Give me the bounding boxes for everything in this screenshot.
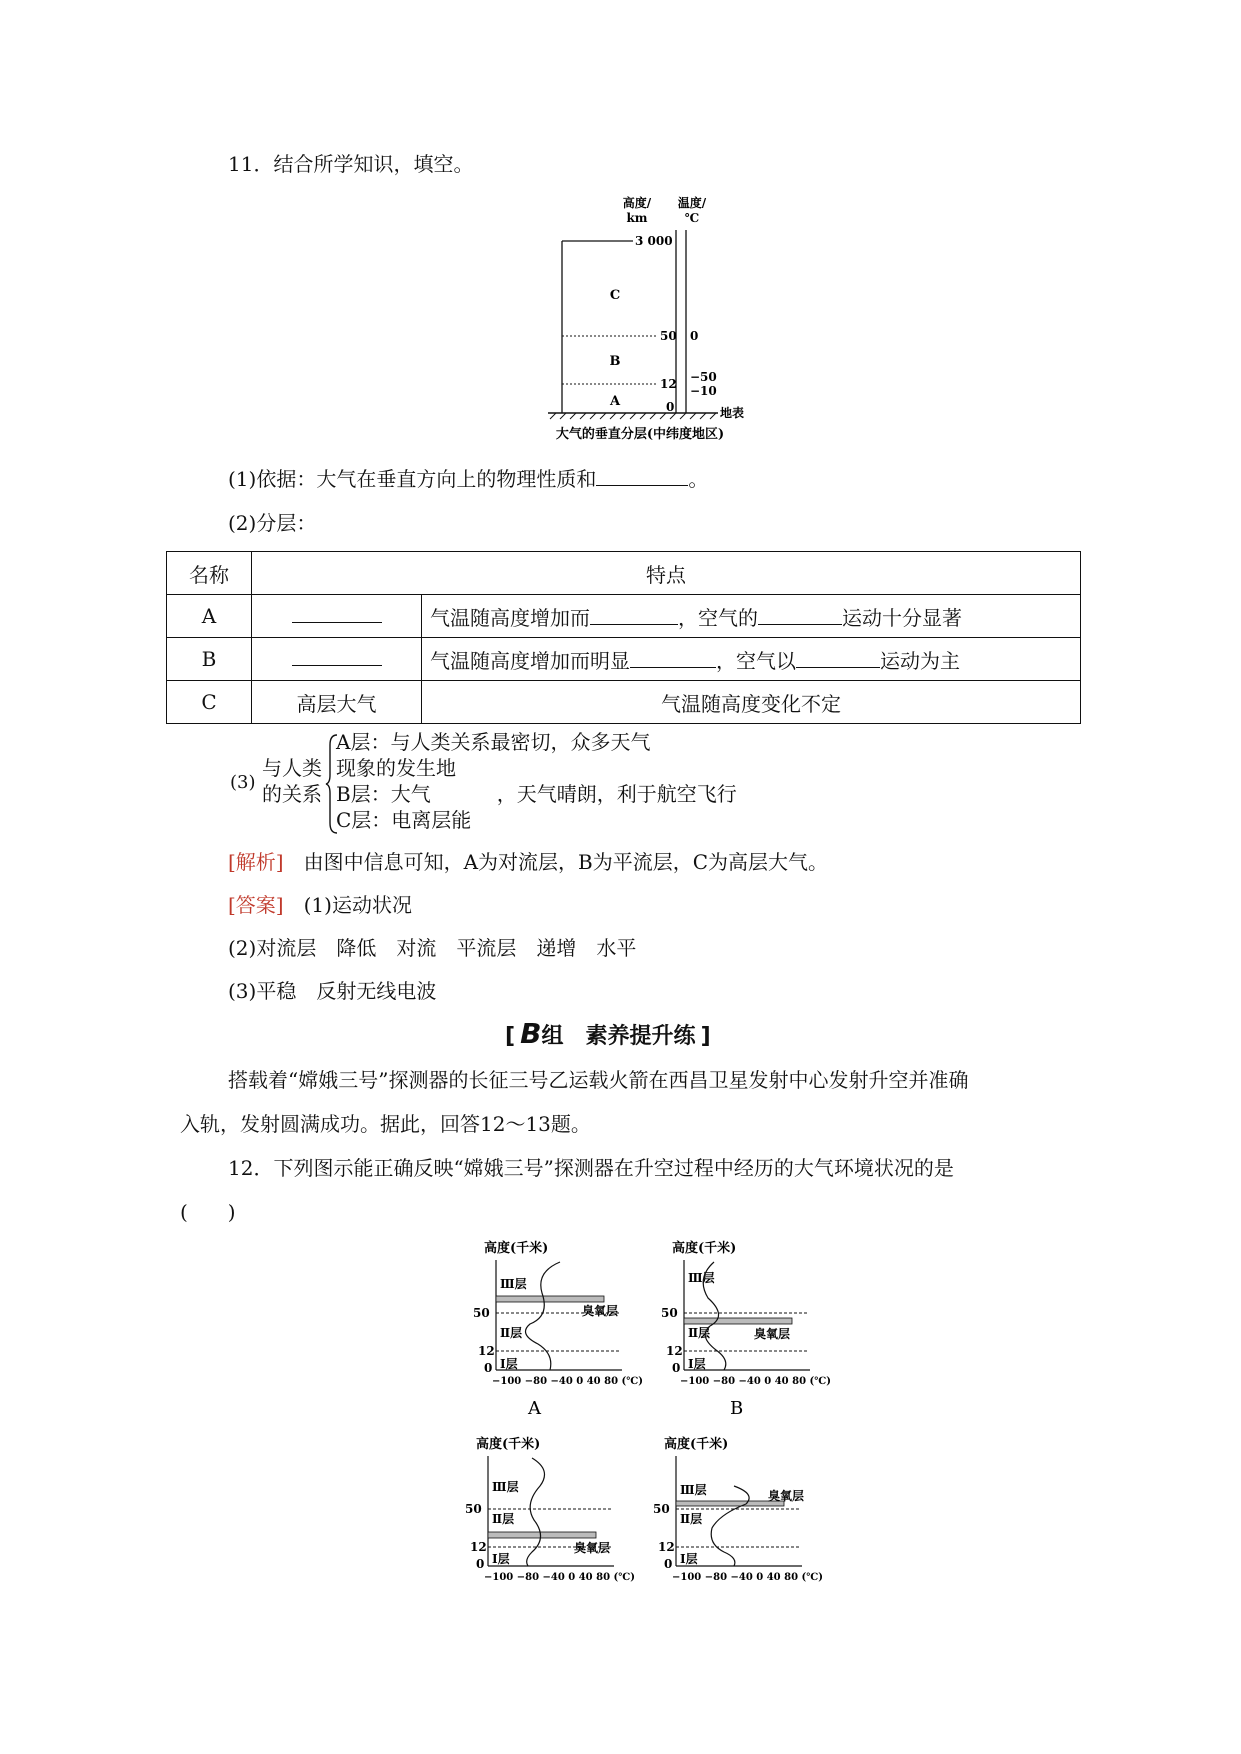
fig-h12: 12	[660, 377, 677, 391]
svg-text:高度(千米): 高度(千米)	[672, 1241, 737, 1256]
q11-part2: (2)分层：	[228, 511, 317, 535]
part3-l3: B层：大气 ，天气晴朗，利于航空飞行	[336, 782, 737, 806]
svg-text:0: 0	[672, 1361, 681, 1375]
svg-text:Ⅱ层: Ⅱ层	[500, 1326, 523, 1340]
fig-ground: 地表	[720, 406, 745, 420]
fig-y-unit: km	[626, 211, 648, 225]
part1-end: 。	[688, 467, 709, 491]
q12-line2: ( )	[180, 1200, 236, 1224]
row-a-name: A	[167, 595, 252, 638]
intro-line1: 搭载着“嫦娥三号”探测器的长征三号乙运载火箭在西昌卫星发射中心发射升空并准确	[228, 1068, 969, 1092]
row-b-name: B	[167, 638, 252, 681]
svg-text:12: 12	[470, 1540, 487, 1554]
table-row	[167, 595, 1081, 638]
svg-text:臭氧层: 臭氧层	[574, 1541, 611, 1555]
answer-3: (3)平稳 反射无线电波	[228, 979, 437, 1003]
atmosphere-layers-figure	[540, 195, 760, 450]
svg-text:Ⅱ层: Ⅱ层	[680, 1512, 703, 1526]
svg-text:12: 12	[666, 1344, 683, 1358]
svg-text:12: 12	[478, 1344, 495, 1358]
answer	[228, 891, 412, 919]
row-c-name: C	[167, 681, 252, 724]
section-heading: [ B组 素养提升练 ]	[505, 1017, 711, 1050]
option-d-diagram	[653, 1436, 823, 1583]
q12-line1: 12．下列图示能正确反映“嫦娥三号”探测器在升空过程中经历的大气环境状况的是	[228, 1156, 954, 1180]
svg-text:50: 50	[465, 1502, 482, 1516]
fig-t0: 0	[690, 329, 699, 343]
fig-tm50: −50	[690, 370, 717, 384]
answer-2: (2)对流层 降低 对流 平流层 递增 水平	[228, 936, 637, 960]
svg-text:高度(千米): 高度(千米)	[664, 1437, 729, 1452]
q11-part1	[228, 465, 708, 493]
svg-text:臭氧层: 臭氧层	[768, 1489, 805, 1503]
fig-h50: 50	[660, 329, 677, 343]
option-b-diagram	[661, 1240, 831, 1419]
part1-text: (1)依据：大气在垂直方向上的物理性质和	[228, 467, 597, 491]
svg-text:Ⅲ层: Ⅲ层	[688, 1271, 715, 1285]
intro-line2: 入轨，发射圆满成功。据此，回答12～13题。	[180, 1112, 591, 1136]
table-row	[167, 638, 1081, 681]
row-b-feat: 气温随高度增加而明显 ，空气以 运动为主	[422, 638, 1081, 681]
part3-l4: C层：电离层能	[336, 808, 472, 832]
svg-text:0: 0	[484, 1361, 493, 1375]
svg-text:−100 −80 −40 0 40 80 (℃): −100 −80 −40 0 40 80 (℃)	[492, 1376, 643, 1387]
part3-left2: 的关系	[262, 782, 322, 806]
svg-text:Ⅱ层: Ⅱ层	[688, 1326, 711, 1340]
layers-table	[166, 551, 1081, 724]
fig-caption: 大气的垂直分层(中纬度地区)	[555, 427, 725, 442]
option-c-diagram	[465, 1436, 635, 1583]
svg-text:−100 −80 −40 0 40 80 (℃): −100 −80 −40 0 40 80 (℃)	[680, 1376, 831, 1387]
svg-text:Ⅲ层: Ⅲ层	[492, 1480, 519, 1494]
part3-l2: 现象的发生地	[336, 756, 456, 780]
part3-left1: 与人类	[262, 756, 322, 780]
fig-tm10: −10	[690, 384, 717, 398]
fig-layer-b: B	[609, 354, 621, 369]
svg-text:Ⅰ层: Ⅰ层	[688, 1357, 706, 1371]
row-c-feat: 气温随高度变化不定	[422, 681, 1081, 724]
row-a-feat: 气温随高度增加而 ，空气的 运动十分显著	[422, 595, 1081, 638]
fig-h3000: 3 000	[635, 234, 673, 248]
svg-text:臭氧层: 臭氧层	[754, 1327, 791, 1341]
svg-text:0: 0	[664, 1557, 673, 1571]
answer-tag: [答案]	[228, 893, 284, 917]
fig-h0: 0	[666, 400, 675, 414]
svg-text:0: 0	[476, 1557, 485, 1571]
fig-layer-a: A	[609, 394, 621, 409]
svg-text:−100 −80 −40 0 40 80 (℃): −100 −80 −40 0 40 80 (℃)	[484, 1572, 635, 1583]
option-a-diagram	[473, 1240, 643, 1419]
fig-t-label: 温度/	[677, 196, 707, 210]
part3-num: (3)	[230, 772, 256, 793]
svg-text:12: 12	[658, 1540, 675, 1554]
row-c-layer: 高层大气	[252, 681, 422, 724]
row-b-layer[interactable]	[252, 638, 422, 681]
q11-title: 11．结合所学知识，填空。	[228, 152, 474, 176]
th-name: 名称	[167, 552, 252, 595]
svg-text:Ⅰ层: Ⅰ层	[680, 1552, 698, 1566]
analysis-text: 由图中信息可知，A为对流层，B为平流层，C为高层大气。	[303, 850, 829, 874]
svg-text:高度(千米): 高度(千米)	[484, 1241, 549, 1256]
svg-text:Ⅱ层: Ⅱ层	[492, 1512, 515, 1526]
svg-text:高度(千米): 高度(千米)	[476, 1437, 541, 1452]
svg-text:Ⅲ层: Ⅲ层	[500, 1277, 527, 1291]
th-feat: 特点	[252, 552, 1081, 595]
svg-text:臭氧层: 臭氧层	[582, 1304, 619, 1318]
row-a-layer[interactable]	[252, 595, 422, 638]
analysis-tag: [解析]	[228, 850, 284, 874]
svg-text:−100 −80 −40 0 40 80 (℃): −100 −80 −40 0 40 80 (℃)	[672, 1572, 823, 1583]
section-title: 组 素养提升练	[541, 1024, 696, 1049]
options-figure	[465, 1238, 840, 1598]
fig-t-unit: ℃	[684, 211, 700, 225]
option-a-label: A	[528, 1398, 541, 1419]
svg-text:Ⅲ层: Ⅲ层	[680, 1483, 707, 1497]
fig-y-label: 高度/	[622, 196, 652, 210]
answer-1: (1)运动状况	[303, 893, 412, 917]
option-b-label: B	[730, 1398, 744, 1419]
analysis	[228, 848, 828, 876]
svg-text:50: 50	[661, 1306, 678, 1320]
svg-text:Ⅰ层: Ⅰ层	[500, 1357, 518, 1371]
fig-layer-c: C	[609, 288, 621, 303]
table-row	[167, 681, 1081, 724]
svg-text:Ⅰ层: Ⅰ层	[492, 1552, 510, 1566]
section-letter: B	[520, 1017, 542, 1050]
svg-text:50: 50	[653, 1502, 670, 1516]
part3-l1: A层：与人类关系最密切，众多天气	[336, 730, 651, 754]
svg-text:50: 50	[473, 1306, 490, 1320]
blank-1[interactable]	[596, 467, 688, 486]
